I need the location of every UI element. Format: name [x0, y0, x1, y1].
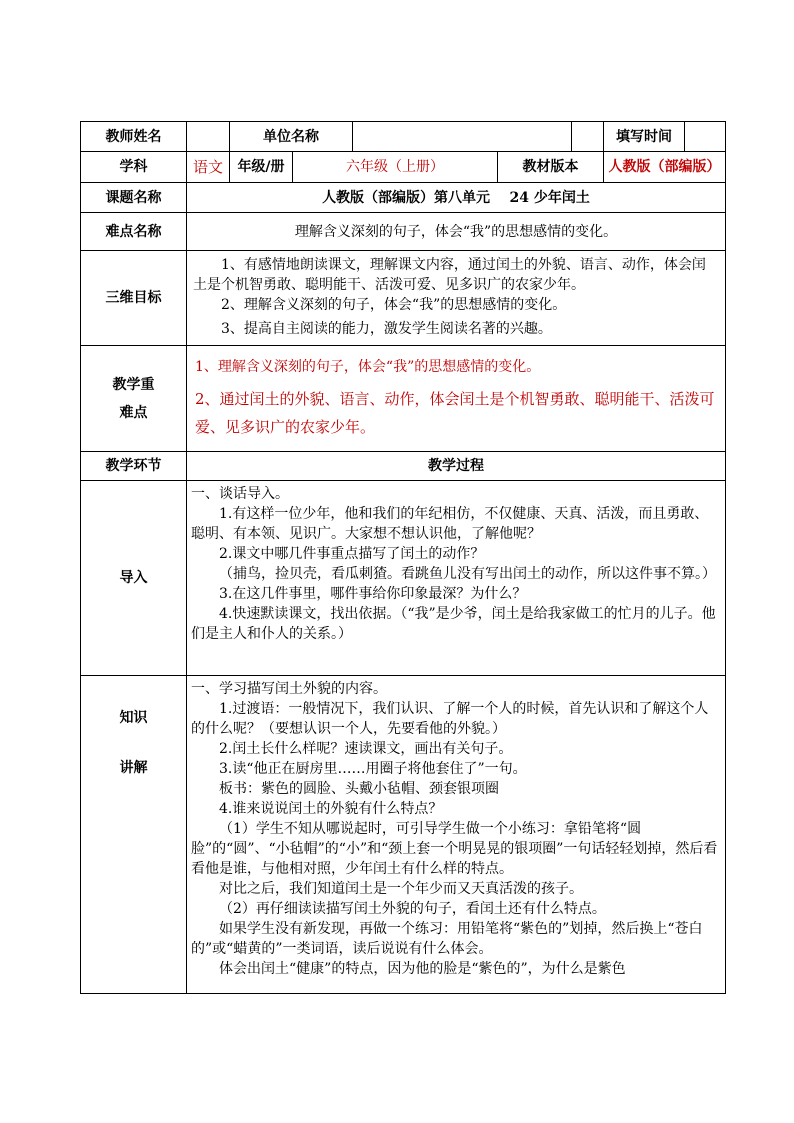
topic-label: 课题名称 — [81, 183, 187, 213]
knowledge-line: 2.闰土长什么样呢？速读课文，画出有关句子。 — [219, 741, 513, 757]
key-point-1: 1、理解含义深刻的句子，体会“我”的思想感情的变化。 — [195, 358, 541, 375]
teacher-name-value — [187, 122, 230, 152]
knowledge-content — [187, 676, 726, 994]
knowledge-line: （2）再仔细读读描写闰土外貌的句子，看闰土还有什么特点。 — [219, 901, 606, 917]
intro-line: 3.在这几件事里，哪件事给你印象最深？为什么？ — [219, 586, 527, 602]
process-header: 教学过程 — [187, 452, 726, 481]
teacher-name-label: 教师姓名 — [81, 122, 187, 152]
key-point-2: 2、通过闰土的外貌、语言、动作，体会闰土是个机智勇敢、聪明能干、活泼可爱、见多识广的农家少年。 — [195, 389, 715, 436]
knowledge-line: 一、学习描写闰土外貌的内容。 — [191, 681, 387, 697]
key-points-label-line1: 教学重 — [112, 376, 155, 393]
intro-line: 2.课文中哪几件事重点描写了闰土的动作？ — [219, 546, 485, 562]
grade-value: 六年级（上册） — [293, 152, 498, 183]
intro-label: 导入 — [81, 481, 187, 676]
unit-name-label: 单位名称 — [230, 122, 353, 152]
key-points-content — [187, 346, 726, 452]
knowledge-line: （1）学生不知从哪说起时，可引导学生做一个小练习：拿铅笔将“圆脸”的“圆”、“小毡帽”的“小”和“颈上套一个明晃晃的银项圈”一句话轻轻划掉，然后看看他是谁，与他相对照，少年闰土有什么样的特点。 — [191, 821, 718, 877]
intro-line: 1.有这样一位少年，他和我们的年纪相仿，不仅健康、天真、活泼，而且勇敢、聪明、有本领、见识广。大家想不想认识他，了解他呢？ — [191, 506, 709, 542]
knowledge-line: 对比之后，我们知道闰土是一个年少而又天真活泼的孩子。 — [219, 881, 583, 897]
knowledge-line: 板书：紫色的圆脸、头戴小毡帽、颈套银项圈 — [219, 781, 499, 797]
edition-label: 教材版本 — [498, 152, 604, 183]
knowledge-line: 4.谁来说说闰土的外貌有什么特点？ — [219, 801, 443, 817]
goal-item: 3、提高自主阅读的能力，激发学生阅读名著的兴趣。 — [221, 321, 552, 337]
knowledge-line: 如果学生没有新发现，再做一个练习：用铅笔将“紫色的”划掉，然后换上“苍白的”或“蜡黄的”一类词语，读后说说有什么体会。 — [191, 921, 703, 957]
key-points-label — [81, 346, 187, 452]
knowledge-line: 1.过渡语：一般情况下，我们认识、了解一个人的时候，首先认识和了解这个人的什么呢？（要想认识一个人，先要看他的外貌。） — [191, 701, 709, 737]
knowledge-label-line1: 知识 — [119, 710, 148, 726]
subject-value: 语文 — [187, 152, 230, 183]
knowledge-label — [81, 676, 187, 994]
intro-line: 4.快速默读课文，找出依据。（“我”是少爷，闰土是给我家做工的忙月的儿子。他们是主人和仆人的关系。） — [191, 606, 716, 642]
fill-date-value — [604, 122, 726, 152]
goals-content — [187, 251, 726, 346]
goal-item: 1、有感情地朗读课文，理解课文内容，通过闰土的外貌、语言、动作，体会闰土是个机智勇敢、聪明能干、活泼可爱、见多识广的农家少年。 — [193, 257, 706, 293]
intro-content — [187, 481, 726, 676]
knowledge-label-line2: 讲解 — [119, 760, 148, 776]
key-points-label-line2: 难点 — [119, 404, 148, 421]
stage-header: 教学环节 — [81, 452, 187, 481]
lesson-plan-table — [80, 121, 726, 994]
edition-value: 人教版（部编版） — [604, 152, 726, 183]
fill-date-input — [685, 122, 726, 151]
intro-line: （捕鸟，捡贝壳，看瓜刺猹。看跳鱼儿没有写出闰土的动作，所以这件事不算。） — [219, 566, 716, 582]
difficulty-label: 难点名称 — [81, 213, 187, 251]
goals-label: 三维目标 — [81, 251, 187, 346]
knowledge-line: 体会出闰土“健康”的特点，因为他的脸是“紫色的”，为什么是紫色 — [219, 961, 626, 977]
grade-label: 年级/册 — [230, 152, 293, 183]
difficulty-value: 理解含义深刻的句子，体会“我”的思想感情的变化。 — [187, 213, 726, 251]
unit-name-value — [353, 122, 572, 152]
intro-line: 一、谈话导入。 — [191, 486, 289, 502]
topic-value: 人教版（部编版）第八单元 24 少年闰土 — [187, 183, 726, 213]
fill-date-label: 填写时间 — [604, 122, 685, 151]
knowledge-line: 3.读“他正在厨房里……用圈子将他套住了”一句。 — [219, 761, 527, 777]
subject-label: 学科 — [81, 152, 187, 183]
fill-date-label-pad — [572, 122, 604, 152]
goal-item: 2、理解含义深刻的句子，体会“我”的思想感情的变化。 — [221, 297, 567, 313]
